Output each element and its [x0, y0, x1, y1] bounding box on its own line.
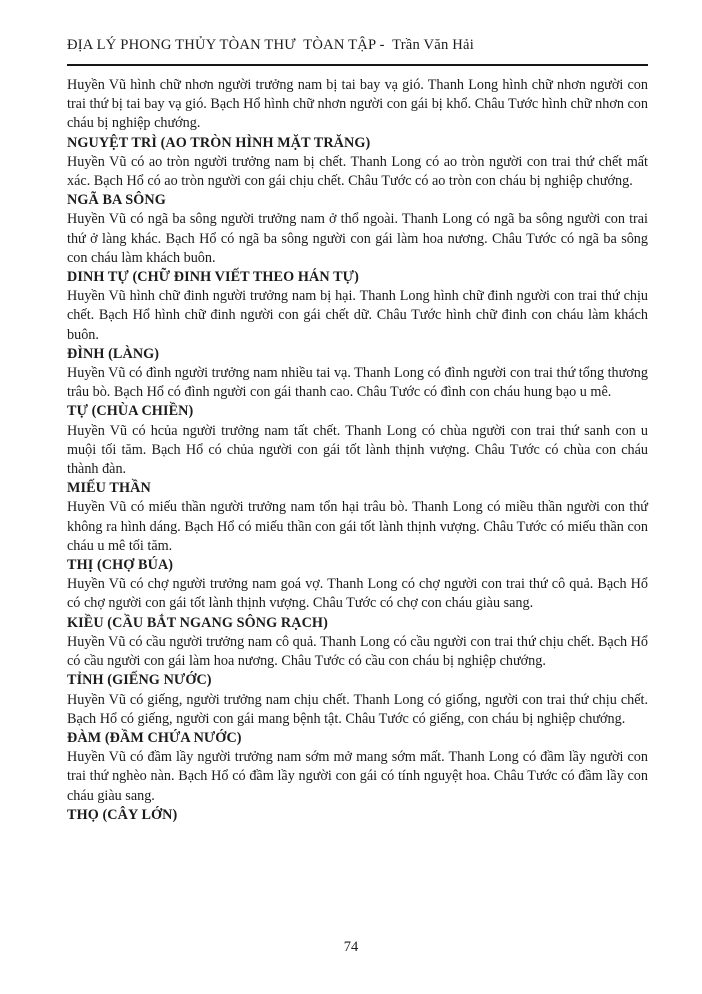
section — [67, 671, 648, 729]
intro-paragraph: Huyền Vũ hình chữ nhơn người trưởng nam bị tai bay vạ gió. Thanh Long hình chữ nhơn người con trai thứ bị tai bay vạ gió. Bạch Hổ hình chữ nhơn người con gái bị khổ. Châu Tước hình chữ nhơn con cháu bị nghiệp chướng. — [67, 77, 648, 132]
section — [67, 191, 648, 268]
section-body: Huyền Vũ có đình người trưởng nam nhiều tai vạ. Thanh Long có đình người con trai thứ tổng thương trâu bò. Bạch Hổ có đình người con gái thanh cao. Châu Tước có đình con cháu hung bạo u mê. — [67, 365, 648, 401]
section-heading: ĐÌNH (LÀNG) — [67, 345, 160, 362]
section-heading: TỰ (CHÙA CHIỀN) — [67, 403, 194, 420]
section-heading: THỌ (CÂY LỚN) — [67, 806, 178, 823]
section — [67, 479, 648, 556]
section-body: Huyền Vũ có ngã ba sông người trưởng nam ở thổ ngoài. Thanh Long có ngã ba sông người con trai thứ ở làng khác. Bạch Hổ có ngã ba sông người con gái làm hoa nương. Châu Tước có ngã ba sông con cháu làm khách buôn. — [67, 211, 648, 266]
section-heading: NGUYỆT TRÌ (AO TRÒN HÌNH MẶT TRĂNG) — [67, 134, 371, 151]
section — [67, 134, 648, 192]
page-content — [67, 76, 648, 825]
section-heading: ĐÀM (ĐẦM CHỨA NƯỚC) — [67, 729, 242, 746]
section-body: Huyền Vũ hình chữ đinh người trưởng nam bị hại. Thanh Long hình chữ đinh người con trai thứ chịu chết. Bạch Hổ hình chữ đinh người con gái chết dữ. Châu Tước hình chữ đinh con cháu làm khách buôn. — [67, 288, 648, 343]
section — [67, 345, 648, 403]
running-header-title: ĐỊA LÝ PHONG THỦY TÒAN THƯ TÒAN TẬP - Trần Văn Hải — [67, 36, 648, 66]
section — [67, 806, 648, 825]
section-body: Huyền Vũ có cầu người trưởng nam cô quả. Thanh Long có cầu người con trai thứ chịu chết. Bạch Hổ có cầu người con gái làm hoa nương. Châu Tước có cầu con cháu bị nghiệp chướng. — [67, 633, 648, 670]
section-body: Huyền Vũ có hcủa người trưởng nam tất chết. Thanh Long có chùa người con trai thứ sanh con u muội tối tăm. Bạch Hổ có chủa người con gái tốt lành thịnh vượng. Châu Tước có chùa con cháu thành đàn. — [67, 422, 648, 478]
section-heading: THỊ (CHỢ BÚA) — [67, 557, 174, 574]
section — [67, 402, 648, 479]
section-body: Huyền Vũ có đầm lầy người trưởng nam sớm mở mang sớm mất. Thanh Long có đầm lầy người con trai thứ nghèo nàn. Bạch Hổ có đầm lầy người con gái có tính nguyệt hoa. Châu Tước có đầm lầy con cháu giàu sang. — [67, 749, 648, 804]
section — [67, 556, 648, 614]
section-heading: DINH TỰ (CHỮ ĐINH VIẾT THEO HÁN TỰ) — [67, 269, 359, 286]
section-body: Huyền Vũ có chợ người trưởng nam goá vợ. Thanh Long có chợ người con trai thứ cô quả. Bạch Hổ có chợ người con gái tốt lành thịnh vượng. Châu Tước có chợ con cháu giàu sang. — [67, 576, 648, 612]
section-heading: NGÃ BA SÔNG — [67, 192, 166, 209]
section-body: Huyền Vũ có ao tròn người trưởng nam bị chết. Thanh Long có ao tròn người con trai thứ chết mất xác. Bạch Hổ có ao tròn người con gái chịu chết. Châu Tước có ao tròn con cháu bị nghiệp chướng. — [67, 153, 648, 190]
section-body: Huyền Vũ có giếng, người trưởng nam chịu chết. Thanh Long có giống, người con trai thứ chịu chết. Bạch Hổ có giếng, người con gái mang bệnh tật. Châu Tước có giếng, con cháu bị nghiệp chướng. — [67, 691, 648, 727]
section-body: Huyền Vũ có miếu thần người trưởng nam tổn hại trâu bò. Thanh Long có miều thần người con thứ không ra hình dáng. Bạch Hổ có miếu thần con gái tốt lành thịnh vượng. Châu Tước có miếu thần con cháu u mê tối tăm. — [67, 499, 648, 554]
section-heading: MIẾU THẦN — [67, 480, 151, 497]
section — [67, 268, 648, 345]
page-number: 74 — [343, 939, 359, 955]
section-heading: KIỀU (CẦU BẮT NGANG SÔNG RẠCH) — [67, 614, 328, 631]
section-heading: TỈNH (GIẾNG NƯỚC) — [67, 672, 212, 689]
section — [67, 614, 648, 672]
section — [67, 729, 648, 806]
